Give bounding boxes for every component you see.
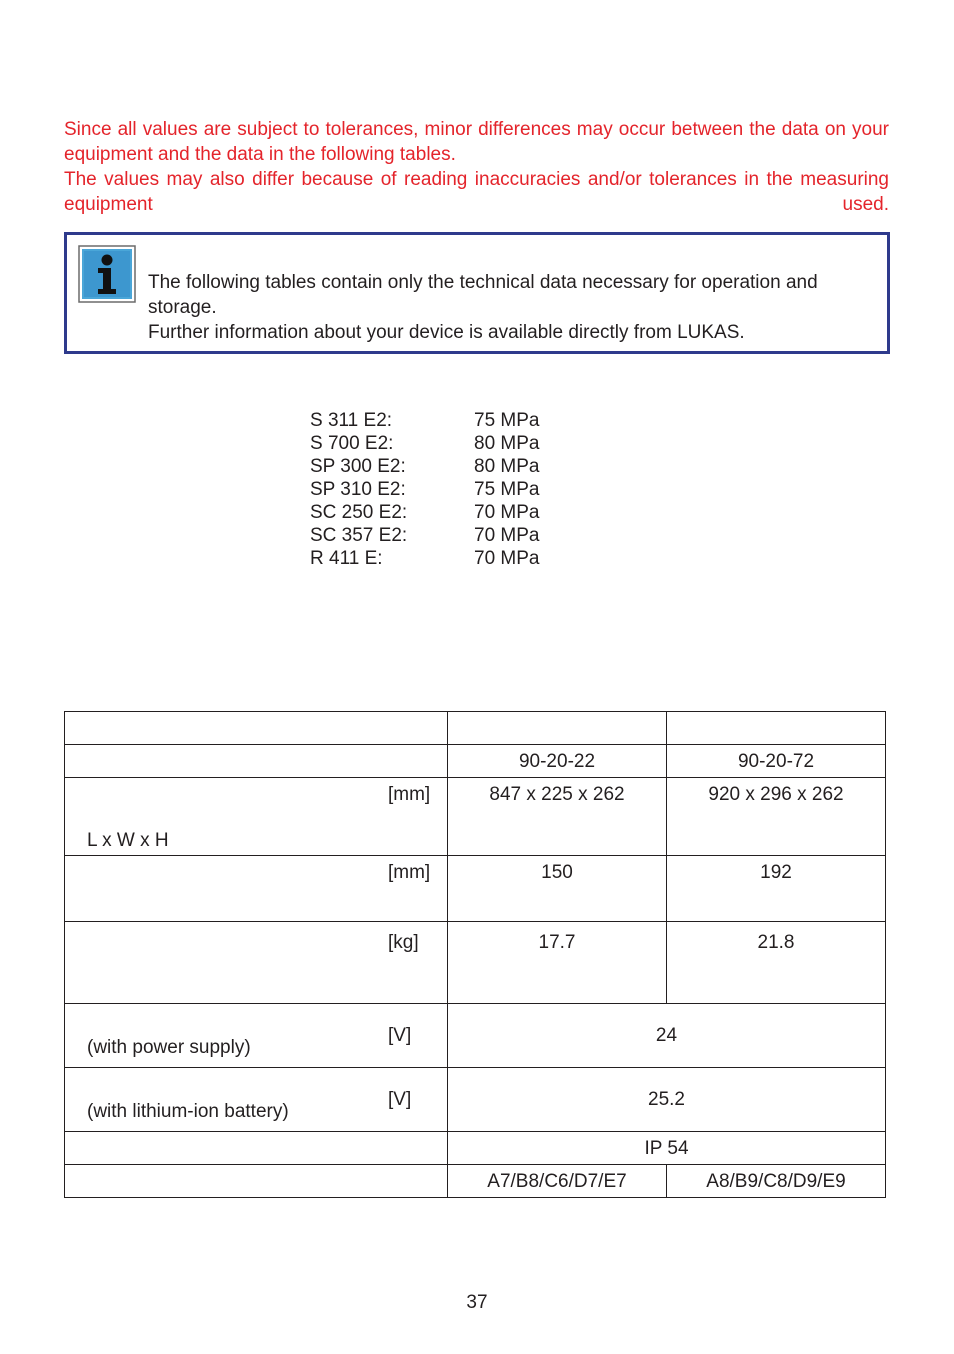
table-row: 90-20-22 90-20-72 (65, 745, 886, 778)
table-row: [V] (with lithium-ion battery) 25.2 (65, 1068, 886, 1132)
warning-paragraph-2: The values may also differ because of reading inaccuracies and/or tolerances in the measuring equipment used. (64, 169, 889, 215)
table-row: A7/B8/C6/D7/E7 A8/B9/C8/D9/E9 (65, 1165, 886, 1198)
info-line-2: Further information about your device is available directly from LUKAS. (148, 322, 745, 343)
table-row: [kg] 17.7 21.8 (65, 922, 886, 1004)
table-row: [mm] L x W x H 847 x 225 x 262 920 x 296 x 262 (65, 778, 886, 856)
tolerance-warning (64, 117, 889, 217)
pressure-row: S 311 E2: 75 MPa (310, 410, 540, 431)
pressure-row: S 700 E2: 80 MPa (310, 433, 540, 454)
pressure-row: SP 300 E2: 80 MPa (310, 456, 540, 477)
spec-table (64, 711, 886, 1198)
warning-paragraph-1: Since all values are subject to tolerances, minor differences may occur between the data on your equipment and the data in the following tables. (64, 119, 889, 165)
pressure-row: SC 250 E2: 70 MPa (310, 502, 540, 523)
table-row: [mm] 150 192 (65, 856, 886, 922)
pressure-row: SC 357 E2: 70 MPa (310, 525, 540, 546)
max-pressure-list (310, 409, 539, 570)
info-icon (78, 245, 136, 303)
pressure-row: SP 310 E2: 75 MPa (310, 479, 540, 500)
pressure-row: R 411 E: 70 MPa (310, 548, 540, 569)
table-row: IP 54 (65, 1132, 886, 1165)
page-number: 37 (466, 1292, 488, 1313)
info-line-1: The following tables contain only the technical data necessary for operation and storage. (148, 272, 818, 318)
info-box (64, 232, 890, 354)
table-row (65, 712, 886, 745)
table-row: [V] (with power supply) 24 (65, 1004, 886, 1068)
